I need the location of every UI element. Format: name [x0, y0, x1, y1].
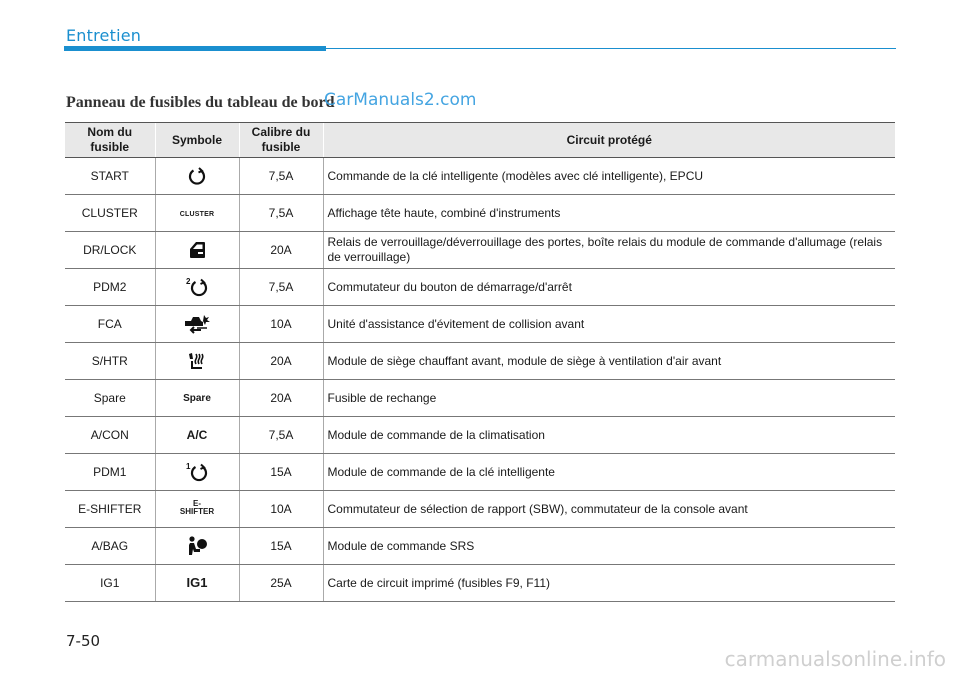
symbol-text: A/C [186, 427, 208, 442]
table-row [65, 269, 895, 306]
fuse-circuit: Module de siège chauffant avant, module de siège à ventilation d'air avant [323, 343, 895, 380]
pdm2-digit: 2 [186, 277, 191, 286]
table-row [65, 232, 895, 269]
fuse-rating: 7,5A [239, 417, 323, 454]
fuse-rating: 15A [239, 528, 323, 565]
collision-avoid-icon [183, 312, 211, 336]
site-watermark: carmanualsonline.info [724, 647, 946, 671]
fuse-circuit: Unité d'assistance d'évitement de collision avant [323, 306, 895, 343]
fuse-circuit: Affichage tête haute, combiné d'instruments [323, 195, 895, 232]
table-row [65, 343, 895, 380]
fuse-circuit: Carte de circuit imprimé (fusibles F9, F11) [323, 565, 895, 602]
fuse-rating: 10A [239, 491, 323, 528]
pdm1-icon [184, 461, 210, 483]
fuse-symbol [155, 417, 239, 454]
fuse-name: START [65, 158, 155, 195]
symbol-text: Spare [183, 393, 211, 404]
fuse-circuit: Commande de la clé intelligente (modèles avec clé intelligente), EPCU [323, 158, 895, 195]
eshift-line-1: E- [192, 499, 201, 508]
fuse-rating: 7,5A [239, 269, 323, 306]
fuse-circuit: Commutateur de sélection de rapport (SBW), commutateur de la console avant [323, 491, 895, 528]
fuse-circuit: Relais de verrouillage/déverrouillage des portes, boîte relais du module de commande d'allumage (relais de verrouillage) [323, 232, 895, 269]
fuse-name: A/CON [65, 417, 155, 454]
table-row [65, 417, 895, 454]
fuse-circuit: Fusible de rechange [323, 380, 895, 417]
fuse-symbol [155, 380, 239, 417]
fuse-name: E-SHIFTER [65, 491, 155, 528]
fuse-symbol [155, 158, 239, 195]
fuse-rating: 20A [239, 232, 323, 269]
table-row [65, 454, 895, 491]
fuse-circuit: Commutateur du bouton de démarrage/d'arrêt [323, 269, 895, 306]
fuse-rating: 10A [239, 306, 323, 343]
fuse-symbol [155, 232, 239, 269]
header-rating: Calibre du fusible [239, 123, 323, 158]
fuse-name: A/BAG [65, 528, 155, 565]
door-lock-icon [186, 239, 208, 261]
fuse-rating: 15A [239, 454, 323, 491]
header-rule-thick [64, 46, 326, 51]
table-header-row [65, 123, 895, 158]
fuse-name: IG1 [65, 565, 155, 602]
fuse-rating: 25A [239, 565, 323, 602]
fuse-name: DR/LOCK [65, 232, 155, 269]
fuse-rating: 7,5A [239, 158, 323, 195]
header-rule-thin [326, 48, 896, 49]
doc-heading: Panneau de fusibles du tableau de bord [66, 94, 335, 111]
table-row [65, 158, 895, 195]
watermark: CarManuals2.com [324, 90, 477, 110]
fuse-circuit: Module de commande de la clé intelligente [323, 454, 895, 491]
fuse-symbol [155, 565, 239, 602]
fuse-table [65, 122, 895, 602]
pdm1-digit: 1 [186, 462, 191, 471]
fuse-name: S/HTR [65, 343, 155, 380]
table-row [65, 565, 895, 602]
pdm2-icon [184, 276, 210, 298]
fuse-name: PDM2 [65, 269, 155, 306]
fuse-name: PDM1 [65, 454, 155, 491]
header-circuit: Circuit protégé [323, 123, 895, 158]
eshift-line-2: SHIFTER [179, 507, 215, 516]
start-button-icon [186, 165, 208, 187]
seat-heater-icon [186, 349, 208, 373]
header-symbol: Symbole [155, 123, 239, 158]
fuse-circuit: Module de commande de la climatisation [323, 417, 895, 454]
fuse-symbol [155, 491, 239, 528]
fuse-symbol [155, 343, 239, 380]
fuse-symbol [155, 195, 239, 232]
fuse-rating: 20A [239, 343, 323, 380]
table-row [65, 380, 895, 417]
fuse-circuit: Module de commande SRS [323, 528, 895, 565]
fuse-name: FCA [65, 306, 155, 343]
table-row [65, 195, 895, 232]
section-title: Entretien [66, 26, 142, 45]
fuse-symbol [155, 269, 239, 306]
table-row [65, 306, 895, 343]
fuse-name: CLUSTER [65, 195, 155, 232]
header-name: Nom du fusible [65, 123, 155, 158]
symbol-text: CLUSTER [179, 210, 215, 218]
fuse-rating: 7,5A [239, 195, 323, 232]
table-row [65, 528, 895, 565]
airbag-icon [185, 535, 209, 557]
table-row [65, 491, 895, 528]
fuse-symbol [155, 528, 239, 565]
symbol-text [180, 500, 214, 516]
symbol-text: IG1 [186, 575, 208, 590]
page-number: 7-50 [66, 632, 101, 650]
fuse-symbol [155, 306, 239, 343]
fuse-name: Spare [65, 380, 155, 417]
fuse-rating: 20A [239, 380, 323, 417]
fuse-symbol [155, 454, 239, 491]
